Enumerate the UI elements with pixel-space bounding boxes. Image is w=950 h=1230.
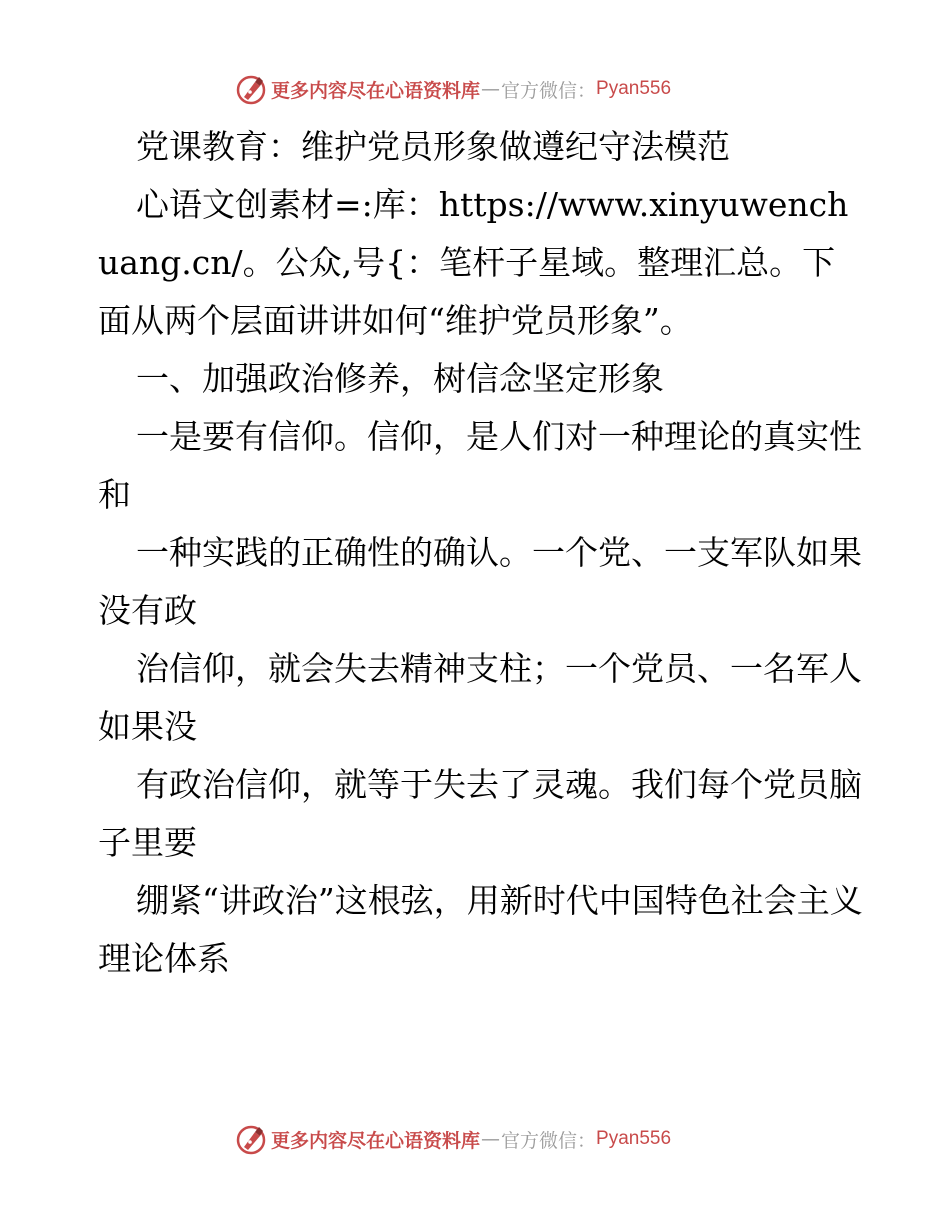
paragraph: 心语文创素材=:库：https://www.xinyuwenchuang.cn/。公众,号{：笔杆子星域。整理汇总。下面从两个层面讲讲如何“维护党员形象”。 <box>98 185 849 340</box>
banner-dash: — <box>481 1128 501 1150</box>
banner-wechat-label: 官方微信： <box>501 1129 597 1152</box>
banner-wechat-id: Pyan556 <box>596 78 672 99</box>
header-banner <box>235 72 715 106</box>
paragraph: 一是要有信仰。信仰，是人们对一种理论的真实性和 <box>98 417 862 514</box>
banner-wechat-id: Pyan556 <box>596 1128 672 1149</box>
footer-banner <box>235 1122 715 1156</box>
banner-dash: — <box>481 78 501 100</box>
pen-nib-logo-icon <box>235 1123 267 1155</box>
document-title: 党课教育：维护党员形象做遵纪守法模范 <box>136 127 730 166</box>
paragraph: 治信仰，就会失去精神支柱；一个党员、一名军人如果没 <box>98 649 862 746</box>
banner-text: 更多内容尽在心语资料库 <box>271 1129 481 1152</box>
pen-nib-logo-icon <box>235 73 267 105</box>
banner-text: 更多内容尽在心语资料库 <box>271 79 481 102</box>
banner-wechat-label: 官方微信： <box>501 79 597 102</box>
section-heading: 一、加强政治修养，树信念坚定形象 <box>136 359 664 398</box>
paragraph: 有政治信仰，就等于失去了灵魂。我们每个党员脑子里要 <box>98 765 862 862</box>
paragraph: 一种实践的正确性的确认。一个党、一支军队如果没有政 <box>98 533 862 630</box>
document-body <box>98 118 868 988</box>
paragraph: 绷紧“讲政治”这根弦，用新时代中国特色社会主义理论体系 <box>98 881 863 978</box>
